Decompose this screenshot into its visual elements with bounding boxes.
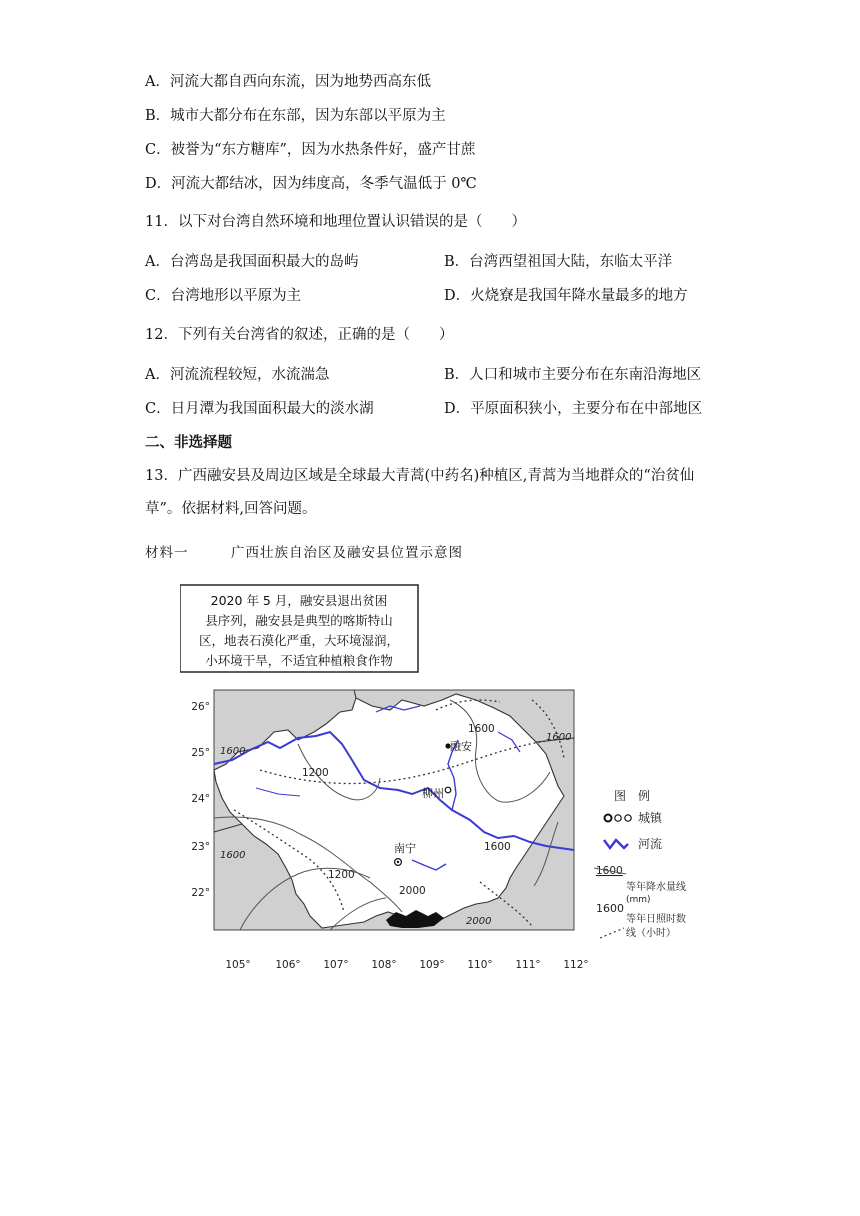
lon-label: 107° bbox=[323, 959, 349, 971]
map-note-line: 区，地表石漠化严重，大环境湿润， bbox=[198, 633, 400, 648]
lat-label: 23° bbox=[191, 841, 210, 853]
lon-label: 112° bbox=[563, 959, 589, 971]
q11-option-d: D．火烧寮是我国年降水量最多的地方 bbox=[444, 288, 688, 304]
lon-label: 106° bbox=[275, 959, 301, 971]
lat-label: 26° bbox=[191, 701, 210, 713]
lon-label: 109° bbox=[419, 959, 445, 971]
guangxi-map-figure bbox=[180, 582, 720, 982]
q11-option-a: A．台湾岛是我国面积最大的岛屿 bbox=[145, 254, 359, 270]
lon-label: 105° bbox=[225, 959, 251, 971]
lon-label: 110° bbox=[467, 959, 493, 971]
legend-precip-sample: 1600 bbox=[596, 865, 623, 877]
legend-precip-unit: (mm) bbox=[626, 895, 651, 905]
lon-label: 111° bbox=[515, 959, 541, 971]
map-note-box bbox=[180, 585, 418, 672]
contour-label: 1600 bbox=[468, 723, 495, 735]
legend-sun-label: 等年日照时数 bbox=[626, 914, 686, 925]
legend-sun-sample: 1600 bbox=[596, 902, 624, 915]
contour-label: 1200 bbox=[328, 869, 355, 881]
legend-sun-unit: 线（小时） bbox=[626, 928, 676, 939]
q12-stem: 12．下列有关台湾省的叙述，正确的是（ ） bbox=[145, 327, 454, 343]
q10-option-b: B．城市大都分布在东部，因为东部以平原为主 bbox=[145, 108, 446, 124]
contour-label: 1600 bbox=[484, 841, 511, 853]
q10-option-a: A．河流大都自西向东流，因为地势西高东低 bbox=[145, 74, 431, 90]
contour-label: 1200 bbox=[302, 767, 329, 779]
city-label-liuzhou: 柳州 bbox=[422, 787, 444, 800]
q10-option-c: C．被誉为“东方糖库”，因为水热条件好，盛产甘蔗 bbox=[145, 142, 476, 158]
q12-option-b: B．人口和城市主要分布在东南沿海地区 bbox=[444, 367, 702, 383]
section-heading: 二、非选择题 bbox=[145, 434, 232, 451]
legend-town-label: 城镇 bbox=[638, 811, 663, 825]
q11-stem: 11．以下对台湾自然环境和地理位置认识错误的是（ ） bbox=[145, 214, 526, 230]
contour-label: 2000 bbox=[466, 916, 492, 927]
legend-town-icon bbox=[605, 815, 632, 822]
legend-title: 图 例 bbox=[613, 789, 651, 803]
q11-option-c: C．台湾地形以平原为主 bbox=[145, 288, 302, 304]
lat-label: 22° bbox=[191, 887, 210, 899]
map-note-line: 2020 年 5 月，融安县退出贫困 bbox=[210, 593, 388, 608]
lat-label: 25° bbox=[191, 747, 210, 759]
latitude-labels bbox=[191, 701, 210, 899]
q10-option-d: D．河流大都结冰，因为纬度高，冬季气温低于 0℃ bbox=[145, 176, 477, 192]
legend-river-icon bbox=[604, 840, 628, 848]
map-legend bbox=[594, 788, 686, 939]
material-label: 材料一 bbox=[145, 545, 189, 561]
city-marker-liuzhou bbox=[445, 787, 451, 793]
q11-option-b: B．台湾西望祖国大陆，东临太平洋 bbox=[444, 254, 673, 270]
material-title: 广西壮族自治区及融安县位置示意图 bbox=[231, 545, 463, 561]
contour-label: 1600 bbox=[546, 732, 572, 743]
city-label-nanning: 南宁 bbox=[394, 842, 416, 855]
q12-option-a: A．河流流程较短，水流湍急 bbox=[145, 367, 330, 383]
contour-label: 2000 bbox=[399, 885, 426, 897]
lon-label: 108° bbox=[371, 959, 397, 971]
q13-text-line2: 草”。依据材料,回答问题。 bbox=[145, 501, 317, 517]
contour-label: 1600 bbox=[220, 746, 246, 757]
contour-label: 1600 bbox=[220, 850, 246, 861]
legend-precip-label: 等年降水量线 bbox=[626, 882, 686, 893]
legend-river-label: 河流 bbox=[638, 837, 663, 851]
city-label-rongan: 融安 bbox=[450, 740, 472, 753]
longitude-labels bbox=[225, 959, 588, 971]
map-note-line: 小环境干旱，不适宜种植粮食作物 bbox=[205, 653, 393, 668]
legend-sun-icon bbox=[600, 928, 624, 938]
q12-option-d: D．平原面积狭小，主要分布在中部地区 bbox=[444, 401, 703, 417]
q12-option-c: C．日月潭为我国面积最大的淡水湖 bbox=[145, 401, 374, 417]
map-note-line: 县序列，融安县是典型的喀斯特山 bbox=[205, 613, 393, 628]
q13-text-line1: 13．广西融安县及周边区域是全球最大青蒿(中药名)种植区,青蒿为当地群众的“治贫仙 bbox=[145, 468, 695, 484]
lat-label: 24° bbox=[191, 793, 210, 805]
